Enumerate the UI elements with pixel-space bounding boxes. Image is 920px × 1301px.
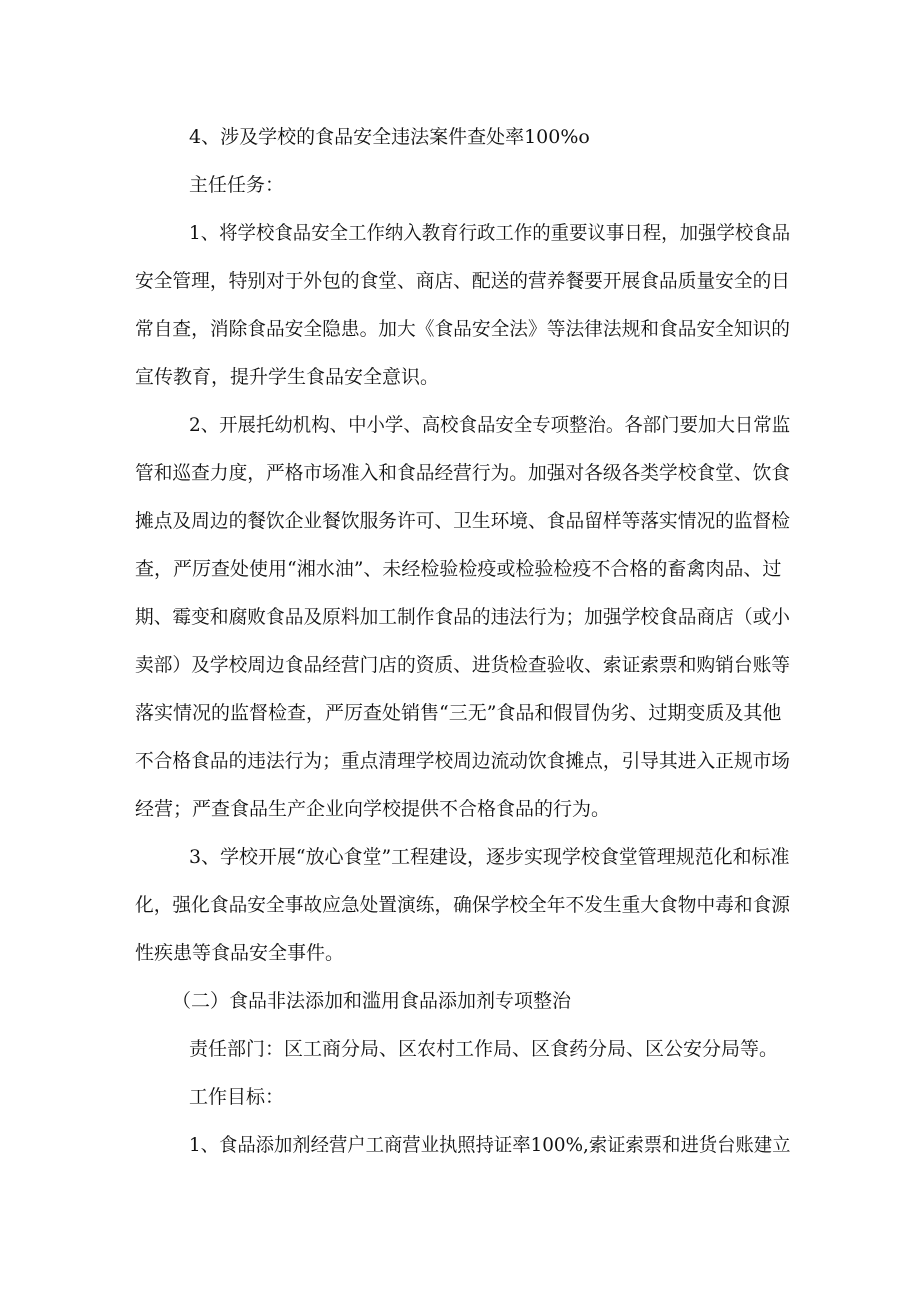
paragraph-line: 查，严厉查处使用“湘水油”、未经检验检疫或检验检疫不合格的畜禽肉品、过 <box>135 558 782 580</box>
paragraph-line: 3、学校开展“放心食堂”工程建设，逐步实现学校食堂管理规范化和标准 <box>189 846 790 868</box>
paragraph-line: 化，强化食品安全事故应急处置演练，确保学校全年不发生重大食物中毒和食源 <box>135 894 791 916</box>
paragraph-line: 安全管理，特别对于外包的食堂、商店、配送的营养餐要开展食品质量安全的日 <box>135 270 791 292</box>
section-heading-tasks: 主任任务： <box>189 174 285 196</box>
paragraph-line: 管和巡查力度，严格市场准入和食品经营行为。加强对各级各类学校食堂、饮食 <box>135 462 791 484</box>
paragraph-line: 落实情况的监督检查，严厉查处销售“三无”食品和假冒伪劣、过期变质及其他 <box>135 702 782 724</box>
paragraph-line: 性疾患等食品安全事件。 <box>135 942 345 964</box>
paragraph-line: 1、食品添加剂经营户工商营业执照持证率100%,索证索票和进货台账建立 <box>189 1134 791 1156</box>
paragraph-line: 经营；严查食品生产企业向学校提供不合格食品的行为。 <box>135 798 611 820</box>
section-heading-goals: 工作目标： <box>189 1086 285 1108</box>
text-line: 4、涉及学校的食品安全违法案件查处率100%o <box>189 126 590 148</box>
paragraph-line: 摊点及周边的餐饮企业餐饮服务许可、卫生环境、食品留样等落实情况的监督检 <box>135 510 791 532</box>
section-heading-2: （二）食品非法添加和滥用食品添加剂专项整治 <box>172 990 572 1012</box>
paragraph-line: 卖部）及学校周边食品经营门店的资质、进货检查验收、索证索票和购销台账等 <box>135 654 791 676</box>
paragraph-line: 1、将学校食品安全工作纳入教育行政工作的重要议事日程，加强学校食品 <box>189 222 791 244</box>
paragraph-line: 2、开展托幼机构、中小学、高校食品安全专项整治。各部门要加大日常监 <box>189 414 791 436</box>
paragraph-line: 常自查，消除食品安全隐患。加大《食品安全法》等法律法规和食品安全知识的 <box>135 318 791 340</box>
paragraph-line: 期、霉变和腐败食品及原料加工制作食品的违法行为；加强学校食品商店（或小 <box>135 606 791 628</box>
paragraph-line: 不合格食品的违法行为；重点清理学校周边流动饮食摊点，引导其进入正规市场 <box>135 750 791 772</box>
paragraph-line: 宣传教育，提升学生食品安全意识。 <box>135 366 440 388</box>
responsible-departments: 责任部门：区工商分局、区农村工作局、区食药分局、区公安分局等。 <box>189 1038 779 1060</box>
